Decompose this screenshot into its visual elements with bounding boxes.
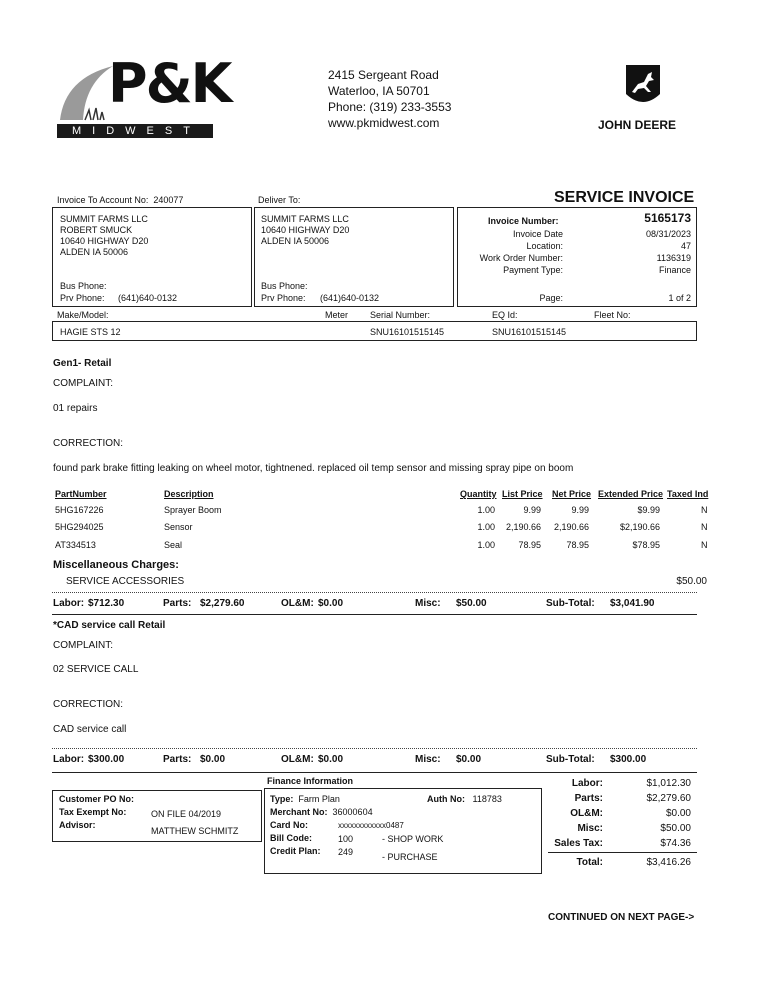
credit-plan-desc: - PURCHASE (382, 852, 438, 862)
part-taxed: N (701, 505, 708, 515)
col-taxed-ind: Taxed Ind (667, 489, 709, 499)
misc-charges-title: Miscellaneous Charges: (53, 559, 179, 571)
eq-id-label: EQ Id: (492, 310, 518, 320)
subtotal-label: Sub-Total: (546, 598, 595, 609)
merchant-row (270, 807, 373, 817)
olm-total: $0.00 (318, 598, 344, 609)
olm-label: OL&M: (281, 754, 314, 765)
part-list-price: 78.95 (518, 540, 541, 550)
bill-code-desc: - SHOP WORK (382, 834, 444, 844)
meter-label: Meter (325, 310, 349, 320)
parts-total: $2,279.60 (200, 598, 245, 609)
merchant-label: Merchant No: (270, 807, 328, 817)
part-description: Seal (164, 540, 183, 550)
part-qty: 1.00 (477, 522, 495, 532)
invoice-number: 5165173 (644, 211, 691, 225)
parts-label: Parts: (163, 754, 192, 765)
job2-complaint-label: COMPLAINT: (53, 640, 114, 651)
olm-total: $0.00 (318, 754, 344, 765)
grand-misc: $50.00 (660, 823, 691, 834)
divider (52, 748, 697, 749)
location-value: 47 (680, 241, 691, 251)
misc-item: SERVICE ACCESSORIES (66, 576, 185, 587)
part-qty: 1.00 (477, 540, 495, 550)
location-label: Location: (526, 241, 563, 251)
brand-name: JOHN DEERE (598, 118, 677, 132)
subtotal-value: $300.00 (610, 754, 647, 765)
ship-prv-phone: (641)640-0132 (320, 293, 380, 303)
subtotal-value: $3,041.90 (610, 598, 655, 609)
invoice-date-label: Invoice Date (512, 229, 563, 239)
part-extended-price: $78.95 (632, 540, 660, 550)
col-extended-price: Extended Price (598, 489, 664, 499)
auth-number: 118783 (472, 794, 502, 804)
grand-misc-label: Misc: (577, 823, 603, 834)
make-model-label: Make/Model: (57, 310, 109, 320)
bill-code-label: Bill Code: (270, 833, 312, 843)
col-description: Description (164, 489, 214, 499)
part-description: Sprayer Boom (164, 505, 222, 515)
divider (52, 592, 697, 593)
misc-label: Misc: (415, 754, 441, 765)
finance-type-label: Type: (270, 794, 294, 804)
divider (52, 772, 697, 773)
part-taxed: N (701, 522, 708, 532)
part-extended-price: $2,190.66 (619, 522, 660, 532)
divider (52, 614, 697, 615)
misc-total: $50.00 (456, 598, 487, 609)
customer-po-label: Customer PO No: (59, 794, 135, 804)
work-order-value: 1136319 (656, 253, 691, 263)
col-list-price: List Price (502, 489, 543, 499)
job1-correction-label: CORRECTION: (53, 438, 123, 449)
part-list-price: 2,190.66 (505, 522, 541, 532)
grand-labor: $1,012.30 (646, 778, 691, 789)
part-net-price: 2,190.66 (553, 522, 589, 532)
logo-wordmark: P&K (108, 52, 231, 115)
part-net-price: 9.99 (571, 505, 589, 515)
work-order-label: Work Order Number: (479, 253, 563, 263)
invoice-to-label: Invoice To Account No: 240077 (57, 195, 184, 205)
part-description: Sensor (164, 522, 193, 532)
grand-parts-label: Parts: (574, 793, 603, 804)
sales-tax-label: Sales Tax: (554, 838, 603, 849)
dealer-website: www.pkmidwest.com (328, 116, 440, 130)
dealer-phone: Phone: (319) 233-3553 (328, 100, 452, 114)
page-value: 1 of 2 (668, 293, 691, 303)
grand-olm: $0.00 (665, 808, 691, 819)
grand-olm-label: OL&M: (570, 808, 603, 819)
card-label: Card No: (270, 820, 308, 830)
payment-type-value: Finance (658, 265, 691, 275)
payment-type-label: Payment Type: (503, 265, 563, 275)
finance-type: Farm Plan (298, 794, 340, 804)
auth-label: Auth No: (427, 794, 465, 804)
grand-total-label: Total: (576, 857, 603, 868)
auth-row (427, 794, 502, 804)
deer-emblem-icon (618, 62, 668, 110)
part-list-price: 9.99 (523, 505, 541, 515)
grand-labor-label: Labor: (571, 778, 603, 789)
deliver-to-label: Deliver To: (258, 195, 301, 205)
olm-label: OL&M: (281, 598, 314, 609)
part-number: AT334513 (55, 540, 96, 550)
job2-complaint: 02 SERVICE CALL (53, 664, 139, 675)
credit-plan-label: Credit Plan: (270, 846, 321, 856)
ship-bus-phone-label: Bus Phone: (261, 281, 308, 291)
merchant-number: 36000604 (332, 807, 373, 817)
eq-id-value: SNU16101515145 (492, 327, 567, 337)
parts-label: Parts: (163, 598, 192, 609)
finance-type-row (270, 794, 340, 804)
job2-correction-label: CORRECTION: (53, 699, 123, 710)
credit-plan: 249 (338, 847, 354, 857)
advisor-label: Advisor: (59, 820, 96, 830)
make-model-value: HAGIE STS 12 (60, 327, 121, 337)
bill-bus-phone-label: Bus Phone: (60, 281, 107, 291)
grand-total: $3,416.26 (646, 857, 691, 868)
divider (548, 852, 697, 853)
job2-title: *CAD service call Retail (53, 620, 166, 631)
part-net-price: 78.95 (566, 540, 589, 550)
bill-to-line: 10640 HIGHWAY D20 (60, 236, 149, 246)
part-extended-price: $9.99 (637, 505, 660, 515)
part-number: 5HG294025 (55, 522, 104, 532)
card-number: xxxxxxxxxxxx0487 (338, 821, 404, 830)
misc-amount: $50.00 (676, 576, 707, 587)
col-part-number: PartNumber (55, 489, 107, 499)
job1-correction: found park brake fitting leaking on wheel motor, tightnened. replaced oil temp sensor and missing spray pipe on boom (53, 463, 574, 474)
labor-label: Labor: (53, 598, 85, 609)
dealer-address-line: Waterloo, IA 50701 (328, 84, 430, 98)
logo-subtitle: MIDWEST (72, 125, 201, 137)
bill-prv-phone: (641)640-0132 (118, 293, 178, 303)
part-qty: 1.00 (477, 505, 495, 515)
bill-prv-phone-label: Prv Phone: (60, 293, 105, 303)
tax-exempt-label: Tax Exempt No: (59, 807, 127, 817)
misc-total: $0.00 (456, 754, 482, 765)
part-number: 5HG167226 (55, 505, 104, 515)
page-label: Page: (539, 293, 563, 303)
bill-to-line: SUMMIT FARMS LLC (60, 214, 148, 224)
serial-value: SNU16101515145 (370, 327, 445, 337)
sales-tax: $74.36 (660, 838, 691, 849)
bill-to-line: ALDEN IA 50006 (60, 247, 129, 257)
ship-to-line: 10640 HIGHWAY D20 (261, 225, 350, 235)
bill-to-line: ROBERT SMUCK (60, 225, 133, 235)
job1-title: Gen1- Retail (53, 358, 112, 369)
labor-total: $300.00 (88, 754, 125, 765)
labor-label: Labor: (53, 754, 85, 765)
serial-label: Serial Number: (370, 310, 431, 320)
subtotal-label: Sub-Total: (546, 754, 595, 765)
ship-to-line: ALDEN IA 50006 (261, 236, 330, 246)
tax-exempt-value: ON FILE 04/2019 (151, 809, 222, 819)
col-quantity: Quantity (460, 489, 497, 499)
part-taxed: N (701, 540, 708, 550)
continued-note: CONTINUED ON NEXT PAGE-> (548, 912, 695, 923)
invoice-number-label: Invoice Number: (488, 216, 559, 226)
fleet-label: Fleet No: (594, 310, 631, 320)
job2-correction: CAD service call (53, 724, 127, 735)
advisor-value: MATTHEW SCHMITZ (151, 826, 239, 836)
document-title: SERVICE INVOICE (554, 189, 695, 206)
job1-complaint: 01 repairs (53, 403, 98, 414)
dealer-address-line: 2415 Sergeant Road (328, 68, 439, 82)
bill-code: 100 (338, 834, 354, 844)
ship-prv-phone-label: Prv Phone: (261, 293, 306, 303)
john-deere-logo (618, 62, 668, 110)
misc-label: Misc: (415, 598, 441, 609)
ship-to-line: SUMMIT FARMS LLC (261, 214, 349, 224)
labor-total: $712.30 (88, 598, 125, 609)
account-number: 240077 (153, 195, 184, 205)
invoice-date: 08/31/2023 (645, 229, 691, 239)
finance-title: Finance Information (267, 776, 354, 786)
parts-total: $0.00 (200, 754, 226, 765)
job1-complaint-label: COMPLAINT: (53, 378, 114, 389)
col-net-price: Net Price (552, 489, 592, 499)
grand-parts: $2,279.60 (646, 793, 691, 804)
